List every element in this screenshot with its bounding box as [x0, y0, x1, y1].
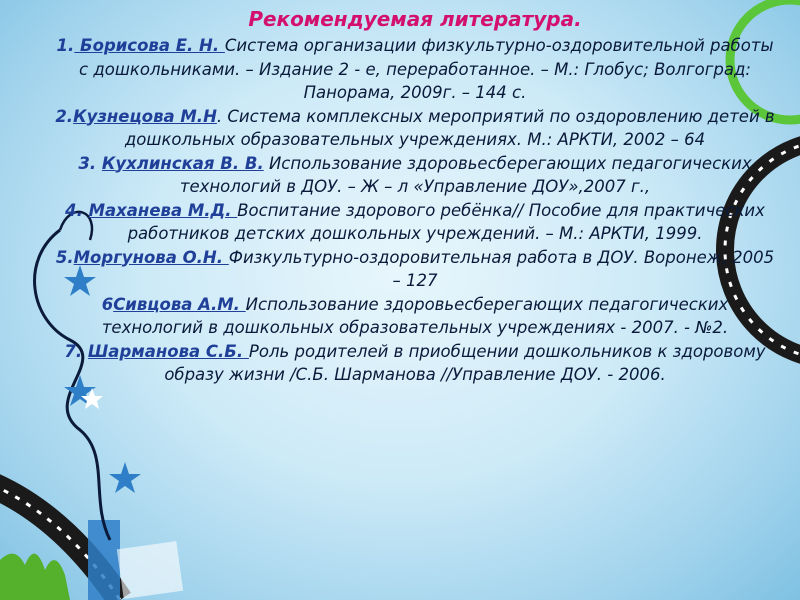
- star-icon: [109, 462, 141, 493]
- entry-number: 3.: [78, 153, 102, 173]
- literature-entry: [50, 246, 780, 293]
- entry-number: 5.: [55, 247, 74, 267]
- literature-list: [50, 6, 780, 387]
- literature-entry: [50, 293, 780, 340]
- literature-entry: [50, 105, 780, 152]
- entry-author: Сивцова А.М.: [113, 294, 246, 314]
- entry-text: Использование здоровьесберегающих педагогических технологий в ДОУ. – Ж – л «Управление ДОУ»,2007 г.,: [179, 153, 752, 196]
- entry-number: 2.: [55, 106, 74, 126]
- page-title: Рекомендуемая литература.: [248, 7, 582, 31]
- entry-author: Кузнецова М.Н: [73, 106, 217, 126]
- literature-entry: [50, 152, 780, 199]
- grass-icon: [0, 554, 70, 600]
- entry-number: 4.: [65, 200, 89, 220]
- entry-author: Кухлинская В. В.: [101, 153, 264, 173]
- entry-number: 6: [101, 294, 114, 314]
- entry-author: Шарманова С.Б.: [87, 341, 249, 361]
- entry-author: Маханева М.Д.: [88, 200, 238, 220]
- entry-text: Физкультурно-оздоровительная работа в ДОУ. Воронеж, 2005 – 127: [228, 247, 775, 290]
- entry-text: Роль родителей в приобщении дошкольников к здоровому образу жизни /С.Б. Шарманова //Управление ДОУ. - 2006.: [164, 341, 766, 384]
- entry-text: Система организации физкультурно-оздоровительной работы с дошкольниками. – Издание 2 - е, переработанное. – М.: Глобус; Волгоград: Панорама, 2009г. – 144 с.: [79, 36, 774, 102]
- entry-author: Борисова Е. Н.: [74, 36, 225, 55]
- literature-entry: [50, 34, 780, 105]
- entry-number: 1.: [56, 36, 75, 55]
- entry-text: . Система комплексных мероприятий по оздоровлению детей в дошкольных образовательных учреждениях. М.: АРКТИ, 2002 – 64: [124, 106, 775, 149]
- entry-text: Использование здоровьесберегающих педагогических технологий в дошкольных образовательных учреждениях - 2007. - №2.: [101, 294, 729, 337]
- music-sheet-icon: [117, 541, 183, 599]
- entry-text: Воспитание здорового ребёнка// Пособие для практических работников детских дошкольных учреждений. – М.: АРКТИ, 1999.: [127, 200, 765, 243]
- entry-author: Моргунова О.Н.: [73, 247, 229, 267]
- entry-number: 7.: [64, 341, 88, 361]
- blue-block-icon: [88, 520, 120, 600]
- entries-container: [50, 34, 780, 387]
- literature-entry: [50, 199, 780, 246]
- literature-entry: [50, 340, 780, 387]
